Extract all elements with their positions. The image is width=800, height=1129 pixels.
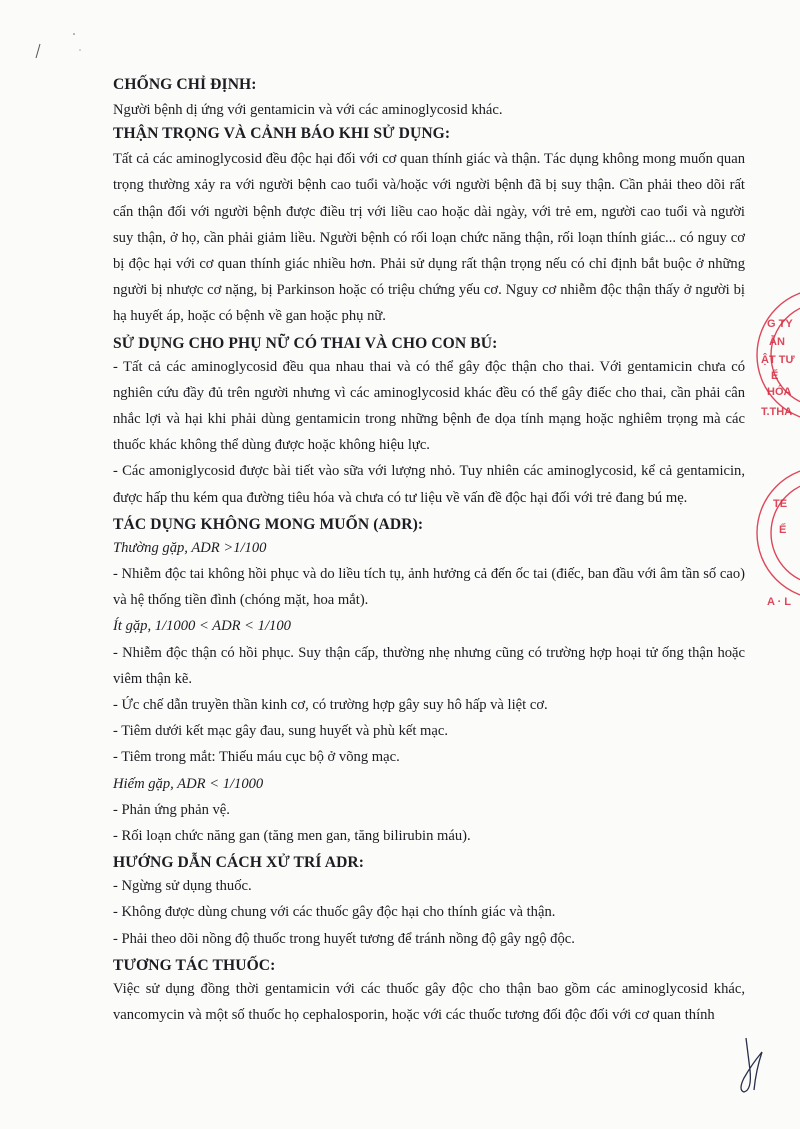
adr-rare-item: - Rối loạn chức năng gan (tăng men gan, tăng bilirubin máu). <box>113 828 471 845</box>
contraindication-text: Người bệnh dị ứng với gentamicin và với các aminoglycosid khác. <box>113 102 503 118</box>
heading-precautions: THẬN TRỌNG VÀ CẢNH BÁO KHI SỬ DỤNG: <box>113 125 451 143</box>
svg-text:Ế: Ế <box>771 370 779 382</box>
adr-common-item: - Nhiễm độc tai không hồi phục và do liều tích tụ, ảnh hưởng cả đến ốc tai (điếc, ban đầu với âm tần số cao) và hệ thống tiền đình (chóng mặt, hoa mắt). <box>113 566 745 609</box>
pregnancy-paragraph: - Tất cả các aminoglycosid đều qua nhau thai và có thể gây độc thận cho thai. Với gentamicin chưa có nghiên cứu đầy đủ trên người nhưng vì các aminoglycosid khác đều có thể gây điếc cho thai, cần phải cân nhắc lợi và hại khi phải dùng gentamicin trong những bệnh đe dọa tính mạng hoặc nghiêm trọng mà các thuốc khác không thể dùng được hoặc không hiệu lực. <box>113 358 745 454</box>
svg-text:TE: TE <box>773 498 788 510</box>
signature-icon <box>732 1030 772 1100</box>
adr-rare-item: - Phản ứng phản vệ. <box>113 801 230 818</box>
svg-text:ẪN: ẪN <box>769 336 785 348</box>
interactions-paragraph: Việc sử dụng đồng thời gentamicin với các thuốc gây độc cho thận bao gồm các aminoglycosid khác, vancomycin và một số thuốc họ cephalosporin, hoặc với các thuốc tương đối độc đối với cơ quan thính <box>113 980 745 1024</box>
heading-adr-management: HƯỚNG DẪN CÁCH XỬ TRÍ ADR: <box>113 854 365 872</box>
adr-uncommon-item: - Tiêm dưới kết mạc gây đau, sung huyết và phù kết mạc. <box>113 723 449 740</box>
svg-text:ẬT TƯ: ẬT TƯ <box>761 354 795 366</box>
adr-management-item: - Ngừng sử dụng thuốc. <box>113 878 252 895</box>
company-stamp-icon <box>745 275 800 635</box>
frequency-uncommon: Ít gặp, 1/1000 < ADR < 1/100 <box>113 618 291 635</box>
adr-management-item: - Không được dùng chung với các thuốc gây độc hại cho thính giác và thận. <box>113 904 556 921</box>
lactation-paragraph: - Các amoniglycosid được bài tiết vào sữa với lượng nhỏ. Tuy nhiên các aminoglycosid, kể cả gentamicin, được hấp thu kém qua đường tiêu hóa và chưa có tư liệu về vấn đề độc hại đối với trẻ đang bú mẹ. <box>113 463 745 506</box>
svg-text:G TY: G TY <box>767 318 793 330</box>
document-body <box>113 74 745 1028</box>
frequency-common: Thường gặp, ADR >1/100 <box>113 539 267 556</box>
heading-adverse-reactions: TÁC DỤNG KHÔNG MONG MUỐN (ADR): <box>113 515 424 533</box>
svg-text:A · L: A · L <box>767 596 792 608</box>
frequency-rare: Hiếm gặp, ADR < 1/1000 <box>113 775 264 792</box>
precautions-paragraph: Tất cả các aminoglycosid đều độc hại đối với cơ quan thính giác và thận. Tác dụng không mong muốn quan trọng thường xảy ra với người bệnh cao tuổi và/hoặc với người bệnh đã bị suy thận. Cần phải theo dõi rất cẩn thận đối với người bệnh được điều trị với liều cao hoặc dài ngày, với trẻ em, người cao tuổi và người suy thận, ở họ, cần phải giảm liều. Người bệnh có rối loạn chức năng thận, rối loạn thính giác... có nguy cơ bị độc hại với cơ quan thính giác nhiều hơn. Phải sử dụng rất thận trọng nếu có chỉ định bắt buộc ở những người bị nhược cơ nặng, bị Parkinson hoặc có triệu chứng yếu cơ. Nguy cơ nhiễm độc thận thấy ở người bị hạ huyết áp, hoặc có bệnh về gan hoặc phụ nữ. <box>113 151 745 325</box>
svg-text:Ế: Ế <box>779 524 787 536</box>
svg-text:HÓA: HÓA <box>767 386 792 398</box>
scan-mark-icon <box>28 28 88 68</box>
adr-uncommon-item: - Tiêm trong mắt: Thiếu máu cục bộ ở võng mạc. <box>113 749 400 766</box>
heading-pregnancy-lactation: SỬ DỤNG CHO PHỤ NỮ CÓ THAI VÀ CHO CON BÚ: <box>113 334 498 352</box>
heading-drug-interactions: TƯƠNG TÁC THUỐC: <box>113 956 276 974</box>
svg-text:T.THA: T.THA <box>761 406 793 418</box>
adr-uncommon-item: - Nhiễm độc thận có hồi phục. Suy thận cấp, thường nhẹ nhưng cũng có trường hợp hoại tử ống thận hoặc viêm thận kẽ. <box>113 644 745 687</box>
adr-uncommon-item: - Ức chế dẫn truyền thần kinh cơ, có trường hợp gây suy hô hấp và liệt cơ. <box>113 697 548 714</box>
adr-management-item: - Phải theo dõi nồng độ thuốc trong huyết tương để tránh nồng độ gây ngộ độc. <box>113 930 575 947</box>
heading-contraindications: CHỐNG CHỈ ĐỊNH: <box>113 76 257 93</box>
